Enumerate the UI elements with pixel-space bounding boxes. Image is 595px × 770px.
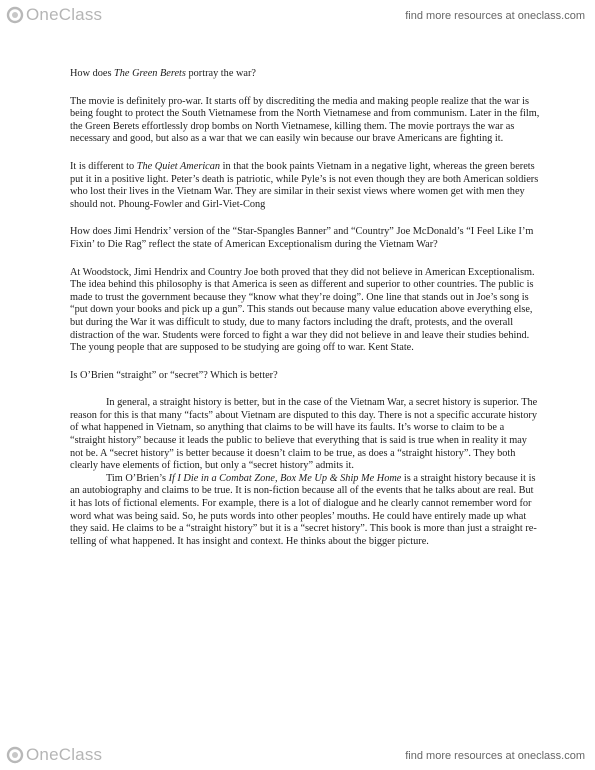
question-obrien: Is O’Brien “straight” or “secret”? Which is better? (70, 369, 278, 381)
resources-link[interactable]: find more resources at oneclass.com (405, 10, 585, 22)
logo-text: OneClass (26, 5, 103, 24)
top-banner (0, 0, 595, 30)
bottom-banner (0, 740, 595, 770)
oneclass-logo[interactable] (6, 5, 102, 25)
paragraph-if-i-die: Tim O’Brien’s If I Die in a Combat Zone, Box Me Up & Ship Me Home is a straight history because it is an autobiography and claims to be true. It is non-fiction because all of the events that he talks about are real. But it has lots of fictional elements. For example, there is a lot of dialogue and he clearly cannot remember word for word what was being said. So, he puts words into other peoples’ mouths. He could have entirely made up what they said. He claims to be a “straight history” but it is a “secret history”. This book is more than just a straight re-telling of what happened. It has insight and context. He thinks about the bigger picture. (70, 472, 537, 547)
paragraph-straight-vs-secret: In general, a straight history is better, but in the case of the Vietnam War, a secret history is superior. The reason for this is that many “facts” about Vietnam are disputed to this day. There is not a specific accurate history of what happened in Vietnam, so anything that claims to be will have its faults. It’s worse to claim to be a “straight history” because it leads the public to believe that everything that is said is true when in reality it may not be. A “secret history” is better because it doesn’t claim to be true, as does a “straight history”. They both clearly have elements of fiction, but only a “secret history” admits it. (70, 397, 538, 472)
logo-text: OneClass (26, 745, 103, 764)
oneclass-logo-footer[interactable] (6, 745, 102, 765)
document-body (70, 68, 540, 563)
paragraph-pro-war: The movie is definitely pro-war. It starts off by discrediting the media and making people realize that the war is being fought to protect the South Vietnamese from the North Vietnamese and from communism. Later in the film, the Green Berets effortlessly drop bombs on North Vietnamese, killing them. The movie portrays the war as necessary and good, but also as a war that we can easily win because our brave Americans are fighting it. (70, 95, 540, 145)
question-hendrix-mcdonald: How does Jimi Hendrix’ version of the “Star-Spangles Banner” and “Country” Joe McDonald’s “I Feel Like I’m Fixin’ to Die Rag” reflect the state of American Exceptionalism during the Vietnam War? (70, 226, 534, 250)
paragraph-quiet-american: It is different to The Quiet American in that the book paints Vietnam in a negative light, whereas the green berets put it in a positive light. Peter’s death is patriotic, while Pyle’s is not even though they are both American soldiers who lost their lives in the Vietnam War. They are similar in their sexist views where women get with men they should not. Phoung-Fowler and Girl-Viet-Cong (70, 160, 539, 210)
oneclass-logo-icon (6, 6, 24, 24)
title-the-green-berets: The Green Berets (114, 68, 186, 79)
title-if-i-die: If I Die in a Combat Zone, Box Me Up & Ship Me Home (168, 472, 402, 484)
oneclass-logo-icon (6, 746, 24, 764)
title-the-quiet-american: The Quiet American (136, 160, 221, 172)
paragraph-woodstock: At Woodstock, Jimi Hendrix and Country Joe both proved that they did not believe in American Exceptionalism. The idea behind this philosophy is that America is seen as different and superior to other countries. The public is made to trust the government because they “know what they’re doing”. One line that stands out in Joe’s song is “put down your books and pick up a gun”. This stands out because many value education above everything else, but during the War it was difficult to study, due to many factors including the draft, protests, and the overall distraction of the war. Students were forced to fight a war they did not believe in and leave their studies behind. The young people that are supposed to be studying are going off to war. Kent State. (70, 266, 535, 354)
resources-link-footer[interactable]: find more resources at oneclass.com (405, 750, 585, 762)
question-green-berets: How does The Green Berets portray the war? (70, 68, 256, 79)
